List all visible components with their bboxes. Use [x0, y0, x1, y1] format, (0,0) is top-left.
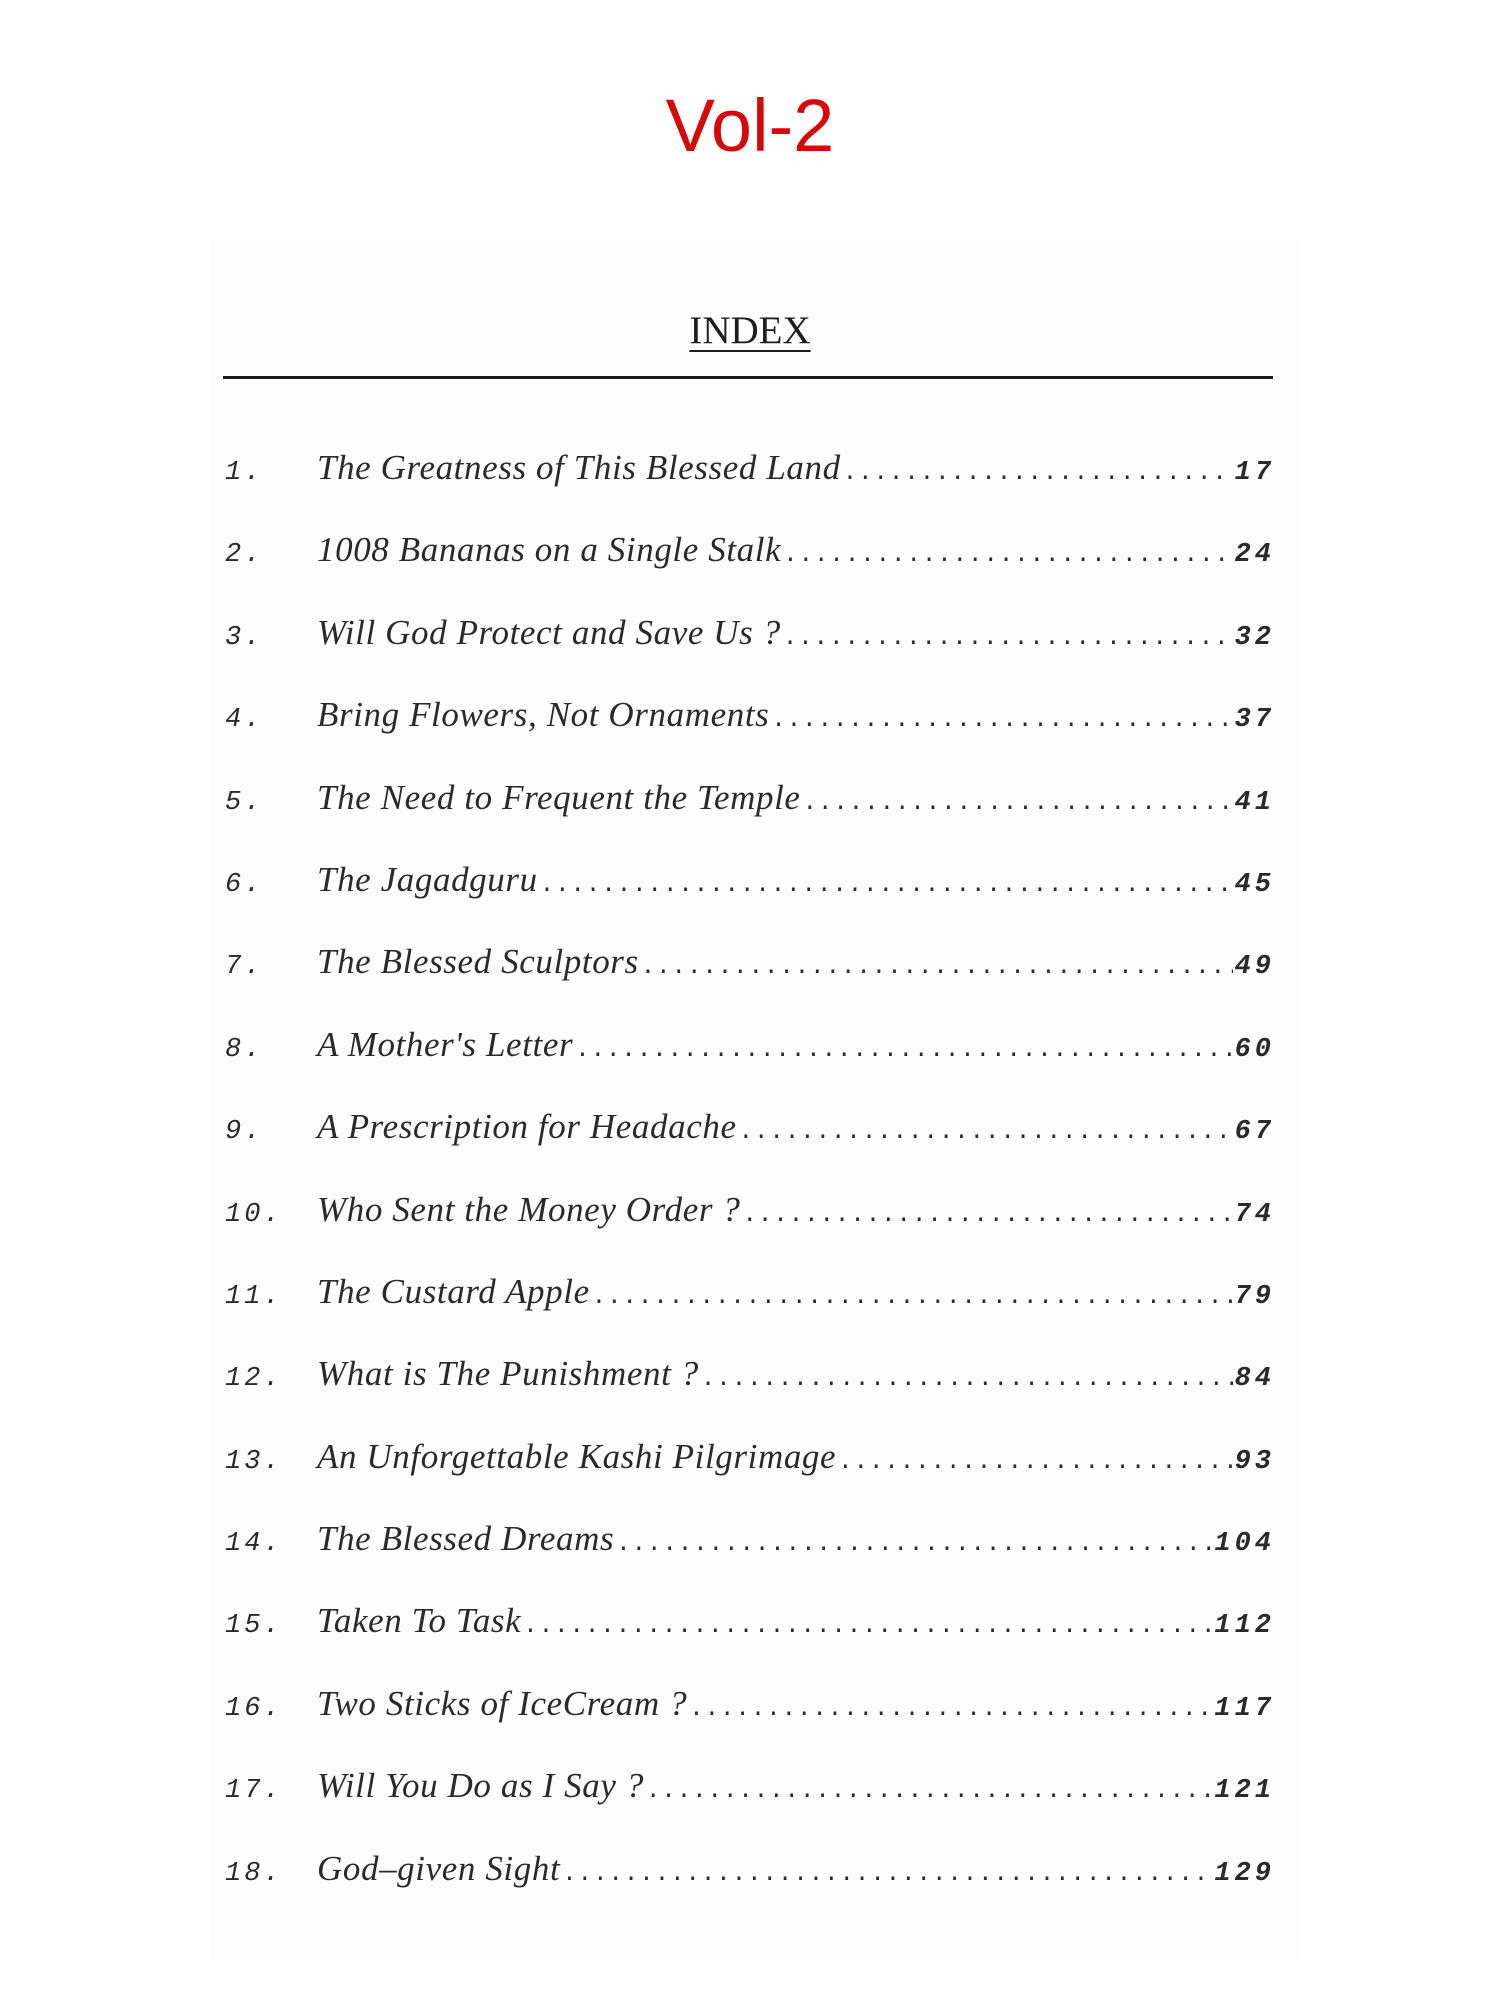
entry-number: 9.: [225, 1117, 264, 1148]
entry-number: 14.: [225, 1529, 283, 1560]
entry-number: 16.: [225, 1693, 283, 1724]
entry-page-number: 74: [1234, 1199, 1275, 1230]
entry-number: 15.: [225, 1611, 283, 1642]
entry-title: Will God Protect and Save Us ?: [317, 612, 781, 652]
entry-page-number: 32: [1234, 622, 1275, 653]
dot-leader: [641, 954, 1233, 981]
heading-rule: [223, 376, 1273, 379]
entry-page-number: 117: [1214, 1693, 1275, 1724]
toc-entry: [225, 1601, 1275, 1683]
entry-page-number: 41: [1234, 787, 1275, 818]
toc-entry: [225, 1025, 1275, 1107]
entry-number: 8.: [225, 1034, 264, 1065]
toc-entry: [225, 1272, 1275, 1354]
dot-leader: [523, 1613, 1212, 1640]
entry-page-number: 93: [1234, 1446, 1275, 1477]
entry-title: The Custard Apple: [317, 1271, 590, 1311]
dot-leader: [771, 707, 1232, 734]
entry-number: 18.: [225, 1858, 283, 1889]
toc-entry: [225, 695, 1275, 777]
dot-leader: [838, 1449, 1232, 1476]
entry-title: 1008 Bananas on a Single Stalk: [317, 530, 782, 570]
dot-leader: [783, 625, 1233, 652]
toc-entry: [225, 1437, 1275, 1519]
entry-page-number: 79: [1234, 1281, 1275, 1312]
entry-title: Will You Do as I Say ?: [317, 1766, 644, 1806]
dot-leader: [689, 1696, 1212, 1723]
entry-title: A Prescription for Headache: [317, 1107, 737, 1147]
toc-entry: [225, 1849, 1275, 1931]
entry-number: 6.: [225, 869, 264, 900]
entry-title: The Blessed Dreams: [317, 1519, 615, 1559]
toc-entry: [225, 778, 1275, 860]
entry-title: An Unforgettable Kashi Pilgrimage: [317, 1436, 837, 1476]
entry-title: Bring Flowers, Not Ornaments: [317, 695, 770, 735]
entry-title: Two Sticks of IceCream ?: [317, 1683, 688, 1723]
entry-page-number: 60: [1234, 1034, 1275, 1065]
toc-entry: [225, 1519, 1275, 1601]
table-of-contents: [225, 448, 1275, 1931]
toc-entry: [225, 1766, 1275, 1848]
entry-page-number: 24: [1234, 540, 1275, 571]
entry-title: The Jagadguru: [317, 859, 538, 899]
dot-leader: [646, 1778, 1212, 1805]
dot-leader: [739, 1119, 1233, 1146]
toc-entry: [225, 1190, 1275, 1272]
dot-leader: [803, 790, 1233, 817]
entry-number: 4.: [225, 705, 264, 736]
entry-number: 13.: [225, 1446, 283, 1477]
dot-leader: [616, 1531, 1212, 1558]
entry-title: God–given Sight: [317, 1848, 561, 1888]
entry-title: The Need to Frequent the Temple: [317, 777, 801, 817]
entry-number: 10.: [225, 1199, 283, 1230]
entry-title: What is The Punishment ?: [317, 1354, 699, 1394]
entry-page-number: 121: [1214, 1776, 1275, 1807]
toc-entry: [225, 942, 1275, 1024]
entry-title: The Greatness of This Blessed Land: [317, 448, 841, 487]
entry-page-number: 104: [1214, 1529, 1275, 1560]
entry-number: 5.: [225, 787, 264, 818]
volume-label: Vol-2: [665, 84, 835, 167]
dot-leader: [540, 872, 1233, 899]
dot-leader: [701, 1366, 1233, 1393]
dot-leader: [562, 1861, 1212, 1888]
entry-title: A Mother's Letter: [317, 1024, 574, 1064]
entry-page-number: 37: [1234, 705, 1275, 736]
entry-number: 2.: [225, 540, 264, 571]
dot-leader: [783, 542, 1232, 569]
toc-entry: [225, 1684, 1275, 1766]
entry-number: 7.: [225, 952, 264, 983]
entry-page-number: 17: [1234, 458, 1275, 488]
entry-title: Who Sent the Money Order ?: [317, 1189, 741, 1229]
dot-leader: [592, 1284, 1233, 1311]
entry-number: 3.: [225, 622, 264, 653]
toc-entry: [225, 448, 1275, 530]
entry-page-number: 49: [1234, 952, 1275, 983]
toc-entry: [225, 613, 1275, 695]
entry-page-number: 84: [1234, 1364, 1275, 1395]
entry-number: 17.: [225, 1776, 283, 1807]
entry-title: The Blessed Sculptors: [317, 942, 639, 982]
entry-page-number: 45: [1234, 869, 1275, 900]
entry-page-number: 112: [1214, 1611, 1275, 1642]
entry-page-number: 129: [1214, 1858, 1275, 1889]
dot-leader: [743, 1202, 1233, 1229]
dot-leader: [843, 460, 1233, 487]
toc-entry: [225, 530, 1275, 612]
index-heading: INDEX: [689, 309, 811, 352]
toc-entry: [225, 1354, 1275, 1436]
entry-title: Taken To Task: [317, 1601, 522, 1641]
entry-number: 11.: [225, 1281, 283, 1312]
entry-number: 1.: [225, 458, 264, 488]
toc-entry: [225, 860, 1275, 942]
entry-page-number: 67: [1234, 1117, 1275, 1148]
toc-entry: [225, 1107, 1275, 1189]
entry-number: 12.: [225, 1364, 283, 1395]
dot-leader: [575, 1037, 1232, 1064]
